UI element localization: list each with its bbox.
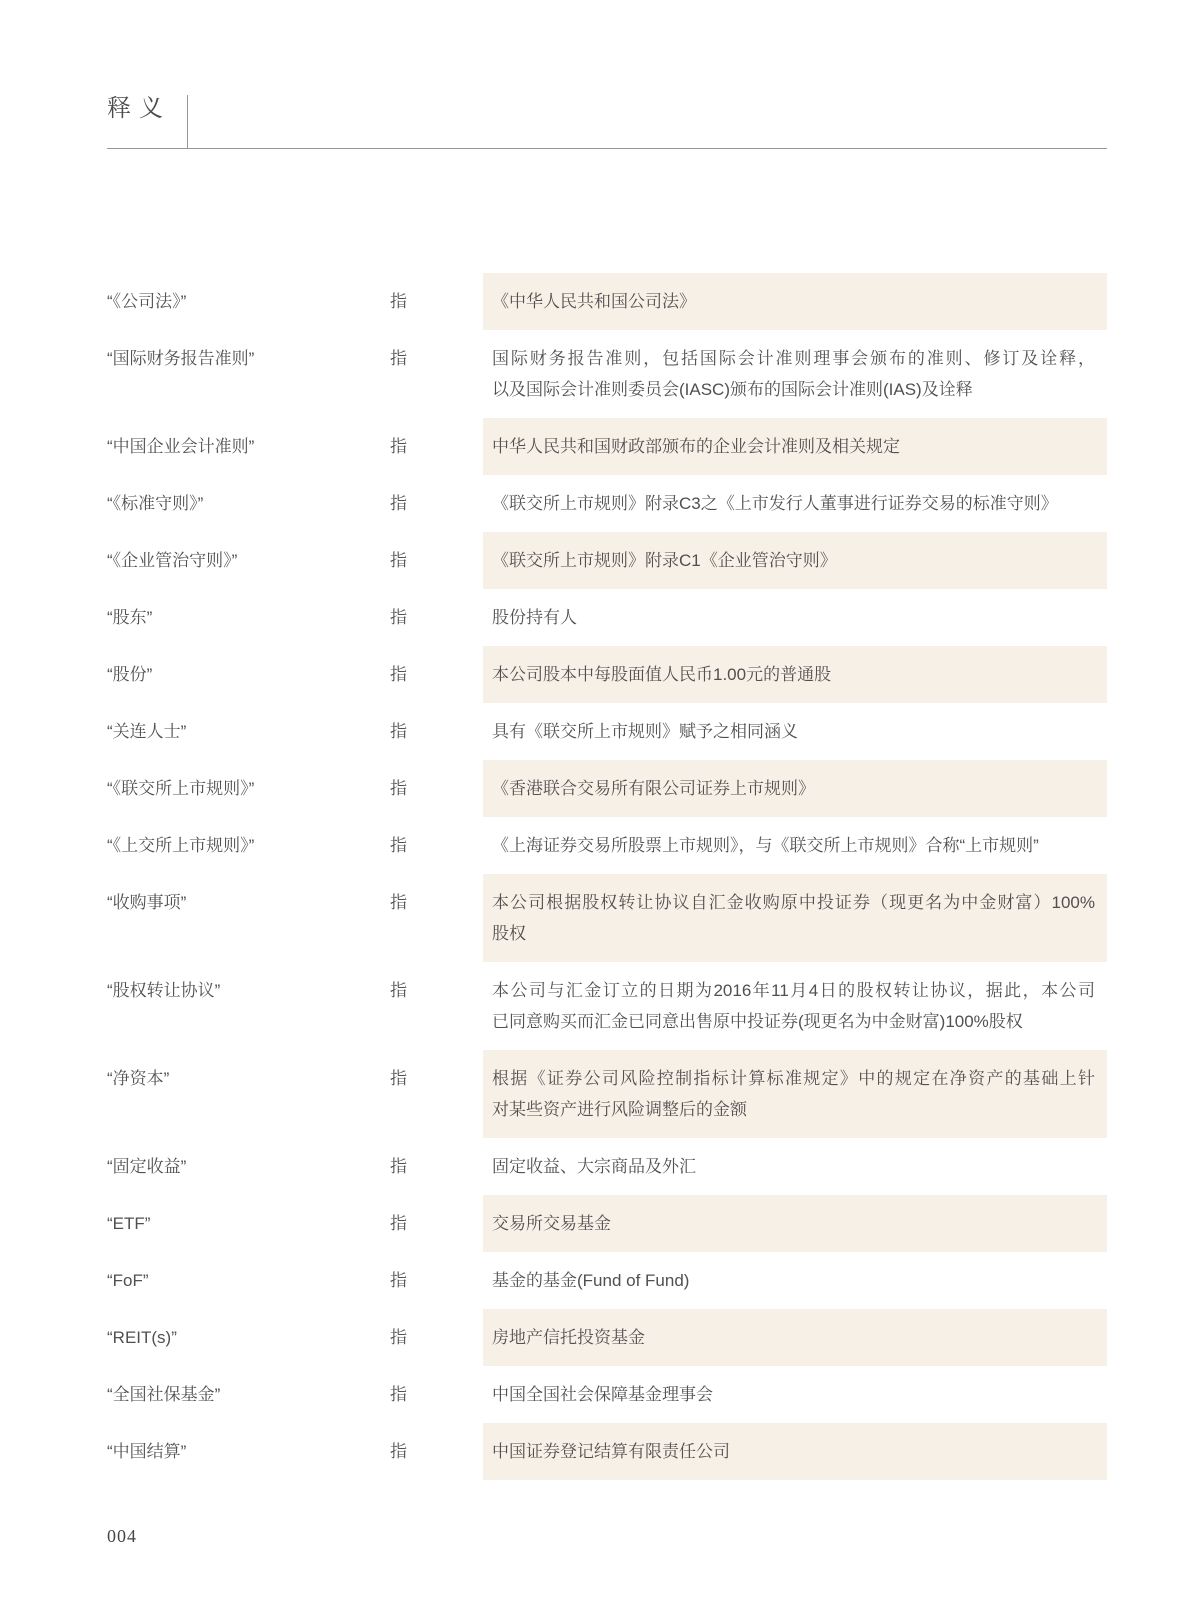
connector-label: 指 (390, 722, 407, 741)
term-label: “全国社保基金” (107, 1385, 221, 1404)
term-label: “固定收益” (107, 1157, 187, 1176)
term-label: “中国企业会计准则” (107, 437, 255, 456)
glossary-row (107, 1252, 1107, 1309)
glossary-row (107, 418, 1107, 475)
connector-label: 指 (390, 981, 407, 1000)
connector-label: 指 (390, 551, 407, 570)
glossary-row (107, 962, 1107, 1050)
definition-line: 对某些资产进行风险调整后的金额 (492, 1100, 747, 1119)
glossary-row (107, 817, 1107, 874)
glossary-row (107, 760, 1107, 817)
connector-label: 指 (390, 1157, 407, 1176)
term-label: “《联交所上市规则》” (107, 779, 255, 798)
definition-text (483, 962, 1107, 1050)
definition-text (483, 418, 1107, 475)
connector-label: 指 (390, 1271, 407, 1290)
term-label: “关连人士” (107, 722, 187, 741)
definition-line: 已同意购买而汇金已同意出售原中投证券(现更名为中金财富)100%股权 (492, 1012, 1023, 1031)
definition-text (483, 1309, 1107, 1366)
connector-label: 指 (390, 349, 407, 368)
definition-line: 中国全国社会保障基金理事会 (492, 1385, 713, 1404)
definition-line: 房地产信托投资基金 (492, 1328, 645, 1347)
connector-label: 指 (390, 893, 407, 912)
connector-label: 指 (390, 1385, 407, 1404)
definition-text (483, 330, 1107, 418)
connector-label: 指 (390, 665, 407, 684)
connector-label: 指 (390, 1328, 407, 1347)
term-label: “净资本” (107, 1069, 170, 1088)
connector-label: 指 (390, 1214, 407, 1233)
glossary-row (107, 273, 1107, 330)
glossary-row (107, 589, 1107, 646)
definition-line: 本公司与汇金订立的日期为2016年11月4日的股权转让协议，据此，本公司 (492, 981, 1095, 1000)
term-label: “《标准守则》” (107, 494, 204, 513)
term-label: “股东” (107, 608, 153, 627)
definition-text (483, 760, 1107, 817)
definition-text (483, 1138, 1107, 1195)
glossary-row (107, 1138, 1107, 1195)
term-label: “《企业管治守则》” (107, 551, 238, 570)
connector-label: 指 (390, 779, 407, 798)
definition-line: 《联交所上市规则》附录C1《企业管治守则》 (492, 551, 837, 570)
definition-text (483, 273, 1107, 330)
definition-line: 股份持有人 (492, 608, 577, 627)
glossary-row (107, 330, 1107, 418)
term-label: “《公司法》” (107, 292, 187, 311)
definition-text (483, 874, 1107, 962)
glossary-row (107, 1423, 1107, 1480)
glossary-row (107, 475, 1107, 532)
definition-line: 《联交所上市规则》附录C3之《上市发行人董事进行证券交易的标准守则》 (492, 494, 1058, 513)
connector-label: 指 (390, 437, 407, 456)
definition-text (483, 589, 1107, 646)
connector-label: 指 (390, 608, 407, 627)
page-footer (107, 1526, 1107, 1547)
definition-text (483, 1195, 1107, 1252)
term-label: “收购事项” (107, 893, 187, 912)
glossary-row (107, 703, 1107, 760)
term-label: “股权转让协议” (107, 981, 221, 1000)
definition-line: 中国证券登记结算有限责任公司 (492, 1442, 730, 1461)
term-label: “FoF” (107, 1271, 149, 1290)
definition-text (483, 1423, 1107, 1480)
term-label: “中国结算” (107, 1442, 187, 1461)
glossary-row (107, 532, 1107, 589)
glossary-row (107, 874, 1107, 962)
page-title: 释义 (107, 95, 171, 122)
definition-line: 基金的基金(Fund of Fund) (492, 1271, 690, 1290)
definition-line: 以及国际会计准则委员会(IASC)颁布的国际会计准则(IAS)及诠释 (492, 380, 973, 399)
term-label: “ETF” (107, 1214, 151, 1233)
definition-text (483, 1252, 1107, 1309)
glossary-table (107, 273, 1107, 1480)
definition-line: 国际财务报告准则，包括国际会计准则理事会颁布的准则、修订及诠释， (492, 349, 1095, 368)
definition-line: 中华人民共和国财政部颁布的企业会计准则及相关规定 (492, 437, 900, 456)
header-vertical-rule (187, 95, 188, 148)
definition-text (483, 532, 1107, 589)
connector-label: 指 (390, 1442, 407, 1461)
definition-line: 交易所交易基金 (492, 1214, 611, 1233)
term-label: “REIT(s)” (107, 1328, 177, 1347)
glossary-row (107, 1366, 1107, 1423)
connector-label: 指 (390, 292, 407, 311)
definition-text (483, 1366, 1107, 1423)
glossary-row (107, 1195, 1107, 1252)
term-label: “股份” (107, 665, 153, 684)
definition-text (483, 646, 1107, 703)
page-header (107, 0, 1107, 149)
definition-line: 股权 (492, 924, 526, 943)
definition-text (483, 475, 1107, 532)
page-content (107, 0, 1107, 1547)
connector-label: 指 (390, 494, 407, 513)
glossary-row (107, 1050, 1107, 1138)
definition-line: 本公司根据股权转让协议自汇金收购原中投证券（现更名为中金财富）100% (492, 893, 1095, 912)
term-label: “国际财务报告准则” (107, 349, 255, 368)
definition-text (483, 703, 1107, 760)
definition-line: 具有《联交所上市规则》赋予之相同涵义 (492, 722, 798, 741)
term-label: “《上交所上市规则》” (107, 836, 255, 855)
definition-line: 《香港联合交易所有限公司证券上市规则》 (492, 779, 815, 798)
definition-line: 根据《证券公司风险控制指标计算标准规定》中的规定在净资产的基础上针 (492, 1069, 1095, 1088)
glossary-row (107, 646, 1107, 703)
definition-line: 本公司股本中每股面值人民币1.00元的普通股 (492, 665, 832, 684)
glossary-row (107, 1309, 1107, 1366)
page-number: 004 (107, 1526, 137, 1546)
connector-label: 指 (390, 836, 407, 855)
definition-text (483, 817, 1107, 874)
definition-line: 《中华人民共和国公司法》 (492, 292, 696, 311)
connector-label: 指 (390, 1069, 407, 1088)
definition-line: 《上海证券交易所股票上市规则》，与《联交所上市规则》合称“上市规则” (492, 836, 1039, 855)
definition-line: 固定收益、大宗商品及外汇 (492, 1157, 696, 1176)
definition-text (483, 1050, 1107, 1138)
